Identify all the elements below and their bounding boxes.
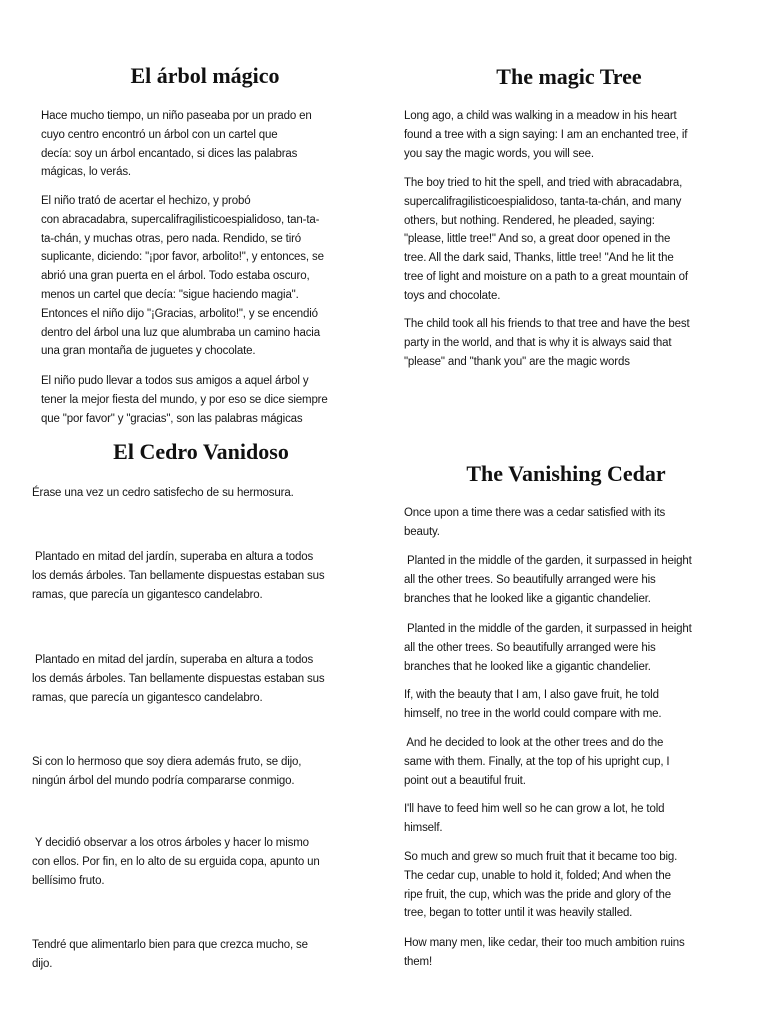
text-line: mágicas, lo verás. [41, 166, 131, 179]
story-title: The magic Tree [496, 64, 642, 89]
text-line: Planted in the middle of the garden, it surpassed in height [404, 623, 692, 635]
text-line: con abracadabra, supercalifragilisticoespialidoso, tan-ta- [41, 213, 320, 226]
text-line: El niño pudo llevar a todos sus amigos a aquel árbol y [41, 375, 309, 387]
text-line: found a tree with a sign saying: I am an enchanted tree, if [404, 128, 688, 141]
text-line: con ellos. Por fin, en lo alto de su erguida copa, apunto un [32, 855, 320, 868]
text-line: "please" and "thank you" are the magic words [404, 355, 630, 368]
text-line: Long ago, a child was walking in a meadow in his heart [404, 110, 677, 122]
paragraph [404, 734, 669, 790]
paragraph [41, 107, 312, 182]
paragraph [404, 315, 690, 371]
text-line: point out a beautiful fruit. [404, 774, 526, 787]
text-line: Tendré que alimentarlo bien para que crezca mucho, se [32, 939, 308, 951]
text-line: ningún árbol del mundo podría compararse conmigo. [32, 774, 295, 787]
text-line: ta-chán, y muchas otras, pero nada. Rendido, se tiró [41, 232, 302, 245]
text-line: party in the world, and that is why it is always said that [404, 336, 672, 349]
text-line: ripe fruit, the cup, which was the pride and glory of the [404, 888, 671, 901]
text-line: others, but nothing. Rendered, he pleaded, saying: [404, 214, 655, 227]
paragraph [404, 800, 664, 838]
story-title: El Cedro Vanidoso [113, 439, 289, 464]
text-line: Plantado en mitad del jardín, superaba en altura a todos [32, 551, 314, 563]
paragraph [32, 753, 301, 791]
paragraph [41, 192, 324, 361]
text-line: menos un cartel que decía: "sigue haciendo magia". [41, 288, 299, 301]
text-line: The cedar cup, unable to hold it, folded; And when the [404, 869, 671, 882]
text-line: beauty. [404, 525, 440, 538]
text-line: tree. All the dark said, Thanks, little tree! "And he lit the [404, 252, 674, 265]
text-line: Once upon a time there was a cedar satisfied with its [404, 507, 666, 519]
text-line: suplicante, diciendo: "¡por favor, arbolito!", y entonces, se [41, 251, 324, 264]
text-line: The boy tried to hit the spell, and tried with abracadabra, [404, 177, 683, 189]
text-line: The child took all his friends to that tree and have the best [404, 318, 690, 330]
paragraph [32, 651, 325, 707]
paragraph [32, 548, 325, 604]
text-line: toys and chocolate. [404, 289, 501, 302]
text-line: Y decidió observar a los otros árboles y hacer lo mismo [32, 837, 309, 849]
paragraph [32, 936, 308, 974]
text-line: So much and grew so much fruit that it became too big. [404, 851, 678, 863]
text-line: los demás árboles. Tan bellamente dispuestas estaban sus [32, 569, 325, 582]
text-line: una gran montaña de juguetes y chocolate. [41, 345, 256, 358]
text-line: If, with the beauty that I am, I also gave fruit, he told [404, 689, 659, 701]
paragraph [404, 174, 688, 306]
text-line: supercalifragilisticoespialidoso, tanta-ta-chán, and many [404, 195, 682, 208]
text-line: them! [404, 955, 433, 968]
text-line: Plantado en mitad del jardín, superaba en altura a todos [32, 654, 314, 666]
text-line: himself. [404, 821, 443, 834]
text-line: tree of light and moisture on a path to a great mountain of [404, 270, 688, 283]
text-line: Érase una vez un cedro satisfecho de su hermosura. [32, 487, 294, 499]
text-line: himself, no tree in the world could compare with me. [404, 707, 662, 720]
paragraph [32, 834, 320, 890]
paragraph [404, 620, 692, 676]
text-line: How many men, like cedar, their too much ambition ruins [404, 937, 685, 949]
text-line: dentro del árbol una luz que alumbraba un camino hacia [41, 326, 320, 339]
text-line: Si con lo hermoso que soy diera además fruto, se dijo, [32, 756, 302, 768]
story-title: The Vanishing Cedar [466, 461, 666, 486]
text-line: dijo. [32, 957, 53, 970]
text-line: decía: soy un árbol encantado, si dices las palabras [41, 147, 298, 160]
text-line: ramas, que parecía un gigantesco candelabro. [32, 588, 263, 601]
text-line: branches that he looked like a gigantic chandelier. [404, 592, 651, 605]
text-line: all the other trees. So beautifully arranged were his [404, 573, 656, 586]
text-line: abrió una gran puerta en el árbol. Todo estaba oscuro, [41, 270, 310, 283]
text-line: los demás árboles. Tan bellamente dispuestas estaban sus [32, 672, 325, 685]
text-line: cuyo centro encontró un árbol con un cartel que [41, 128, 278, 141]
text-line: Planted in the middle of the garden, it surpassed in height [404, 555, 692, 567]
text-line: branches that he looked like a gigantic chandelier. [404, 660, 651, 673]
paragraph [404, 848, 677, 923]
text-line: And he decided to look at the other trees and do the [404, 737, 664, 749]
paragraph [41, 372, 328, 428]
text-line: "please, little tree!" And so, a great door opened in the [404, 233, 671, 246]
text-line: tree, began to totter until it was heavily stalled. [404, 907, 633, 920]
text-line: same with them. Finally, at the top of his upright cup, I [404, 755, 670, 768]
text-line: Hace mucho tiempo, un niño paseaba por un prado en [41, 110, 312, 122]
paragraph [404, 504, 665, 542]
text-line: Entonces el niño dijo "¡Gracias, arbolito!", y se encendió [41, 307, 318, 320]
text-line: all the other trees. So beautifully arranged were his [404, 641, 656, 654]
paragraph [404, 934, 685, 972]
text-line: El niño trató de acertar el hechizo, y probó [41, 195, 251, 207]
paragraph [404, 552, 692, 608]
text-line: bellísimo fruto. [32, 874, 105, 887]
paragraph [32, 484, 294, 503]
paragraph [404, 686, 661, 724]
story-title: El árbol mágico [130, 63, 280, 88]
text-line: you say the magic words, you will see. [404, 147, 594, 160]
text-line: ramas, que parecía un gigantesco candelabro. [32, 691, 263, 704]
text-line: I'll have to feed him well so he can grow a lot, he told [404, 803, 665, 815]
text-line: tener la mejor fiesta del mundo, y por eso se dice siempre [41, 393, 328, 406]
paragraph [404, 107, 687, 163]
text-line: que "por favor" y "gracias", son las palabras mágicas [41, 412, 303, 425]
